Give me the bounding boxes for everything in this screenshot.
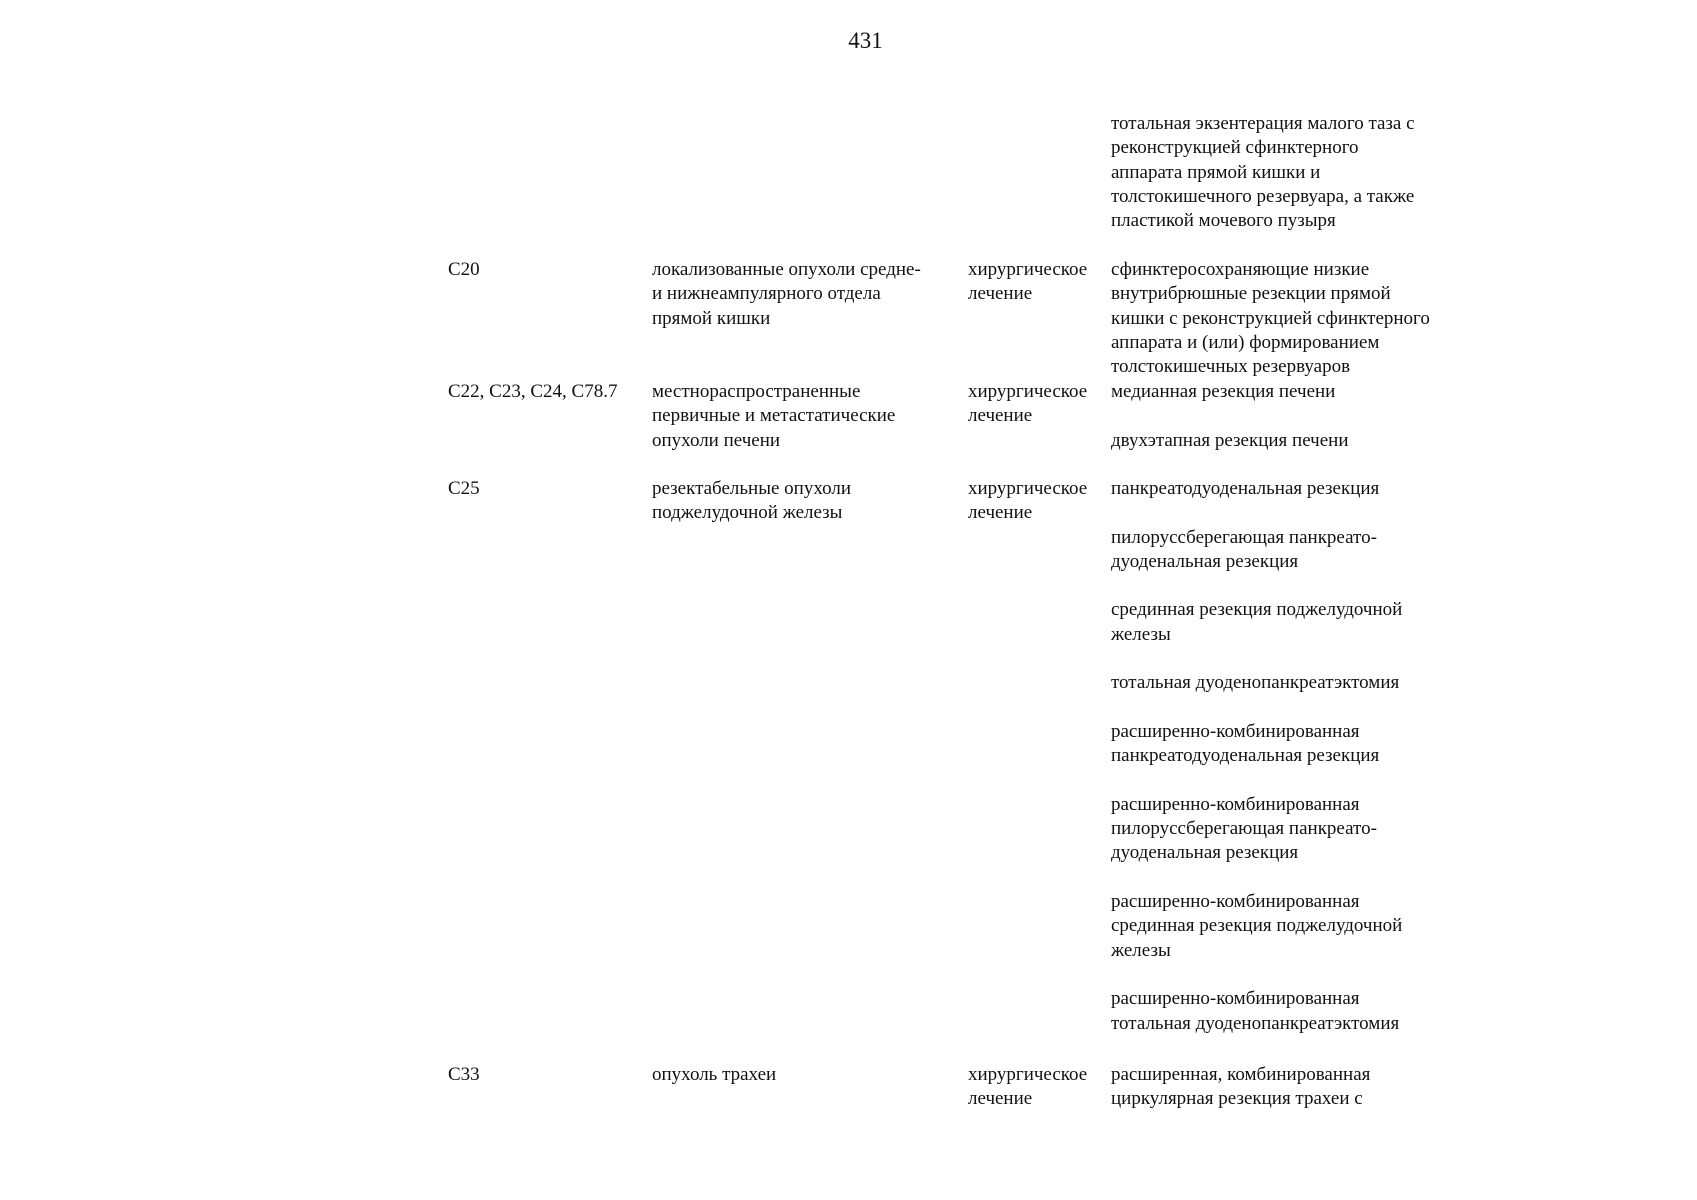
method-line: расширенно-комбинированная — [1111, 720, 1360, 742]
method-line: срединная резекция поджелудочной — [1111, 599, 1403, 621]
diagnosis-line: опухоль трахеи — [652, 1064, 777, 1085]
diagnosis-line: поджелудочной железы — [652, 502, 843, 524]
method-line: пластикой мочевого пузыря — [1111, 210, 1336, 232]
diagnosis-line: и нижнеампулярного отдела — [652, 283, 881, 305]
icd-code: C22, C23, C24, C78.7 — [448, 381, 618, 402]
treatment-method — [1111, 720, 1471, 769]
method-line: тотальная экзентерация малого таза с — [1111, 113, 1415, 134]
treatment-line: лечение — [968, 1088, 1033, 1110]
method-line: аппарата и (или) формированием — [1111, 331, 1380, 353]
method-line: тотальная дуоденопанкреатэктомия — [1111, 1012, 1400, 1034]
treatment-method — [1111, 477, 1471, 501]
method-line: толстокишечного резервуара, а также — [1111, 185, 1415, 207]
treatment-type-cell — [968, 380, 1108, 429]
method-line: срединная резекция поджелудочной — [1111, 915, 1403, 937]
method-line: железы — [1111, 623, 1171, 645]
diagnosis-line: резектабельные опухоли — [652, 478, 852, 499]
treatment-method — [1111, 890, 1471, 963]
treatment-method — [1111, 258, 1471, 379]
method-cell — [1111, 380, 1471, 453]
treatment-method — [1111, 380, 1471, 404]
page-number: 431 — [848, 28, 883, 53]
method-line: расширенно-комбинированная — [1111, 793, 1360, 815]
method-line: аппарата прямой кишки и — [1111, 161, 1321, 183]
icd-code: C33 — [448, 1064, 480, 1085]
method-cell — [1111, 1063, 1471, 1112]
method-line: расширенно-комбинированная — [1111, 988, 1360, 1010]
icd-code: C20 — [448, 259, 480, 280]
method-line: панкреатодуоденальная резекция — [1111, 745, 1380, 767]
treatment-method — [1111, 526, 1471, 575]
treatment-type-cell — [968, 258, 1108, 307]
method-line: пилоруссберегающая панкреато- — [1111, 818, 1377, 840]
treatment-method — [1111, 598, 1471, 647]
treatment-line: хирургическое — [968, 259, 1088, 280]
method-line: пилоруссберегающая панкреато- — [1111, 526, 1377, 548]
treatment-type-cell — [968, 1063, 1108, 1112]
treatment-method — [1111, 793, 1471, 866]
diagnosis-cell — [652, 380, 952, 453]
treatment-line: хирургическое — [968, 1064, 1088, 1085]
diagnosis-line: прямой кишки — [652, 307, 771, 329]
method-cell — [1111, 258, 1471, 379]
method-line: тотальная дуоденопанкреатэктомия — [1111, 672, 1400, 694]
method-line: дуоденальная резекция — [1111, 842, 1299, 864]
treatment-method — [1111, 1063, 1471, 1112]
diagnosis-cell — [652, 477, 952, 526]
method-line: железы — [1111, 939, 1171, 961]
method-line: расширенно-комбинированная — [1111, 891, 1360, 913]
icd-code: C25 — [448, 478, 480, 499]
treatment-line: лечение — [968, 283, 1033, 305]
treatment-method — [1111, 112, 1471, 233]
method-line: внутрибрюшные резекции прямой — [1111, 283, 1391, 305]
diagnosis-cell — [652, 1063, 952, 1087]
method-line: дуоденальная резекция — [1111, 550, 1299, 572]
method-line: панкреатодуоденальная резекция — [1111, 478, 1380, 499]
method-line: циркулярная резекция трахеи с — [1111, 1088, 1363, 1110]
diagnosis-line: опухоли печени — [652, 429, 781, 451]
treatment-line: лечение — [968, 405, 1033, 427]
diagnosis-line: первичные и метастатические — [652, 405, 896, 427]
diagnosis-line: местнораспространенные — [652, 381, 861, 402]
treatment-line: хирургическое — [968, 381, 1088, 402]
treatment-method — [1111, 987, 1471, 1036]
method-line: двухэтапная резекция печени — [1111, 429, 1349, 451]
method-line: кишки с реконструкцией сфинктерного — [1111, 307, 1430, 329]
method-line: медианная резекция печени — [1111, 381, 1336, 402]
diagnosis-line: локализованные опухоли средне- — [652, 259, 921, 280]
method-cell — [1111, 112, 1471, 233]
method-line: толстокишечных резервуаров — [1111, 356, 1351, 378]
diagnosis-cell — [652, 258, 952, 331]
method-cell — [1111, 477, 1471, 1036]
method-line: сфинктеросохраняющие низкие — [1111, 259, 1370, 280]
treatment-type-cell — [968, 477, 1108, 526]
method-line: расширенная, комбинированная — [1111, 1064, 1371, 1085]
treatment-line: лечение — [968, 502, 1033, 524]
method-line: реконструкцией сфинктерного — [1111, 137, 1359, 159]
treatment-method — [1111, 671, 1471, 695]
treatment-method — [1111, 429, 1471, 453]
treatment-line: хирургическое — [968, 478, 1088, 499]
